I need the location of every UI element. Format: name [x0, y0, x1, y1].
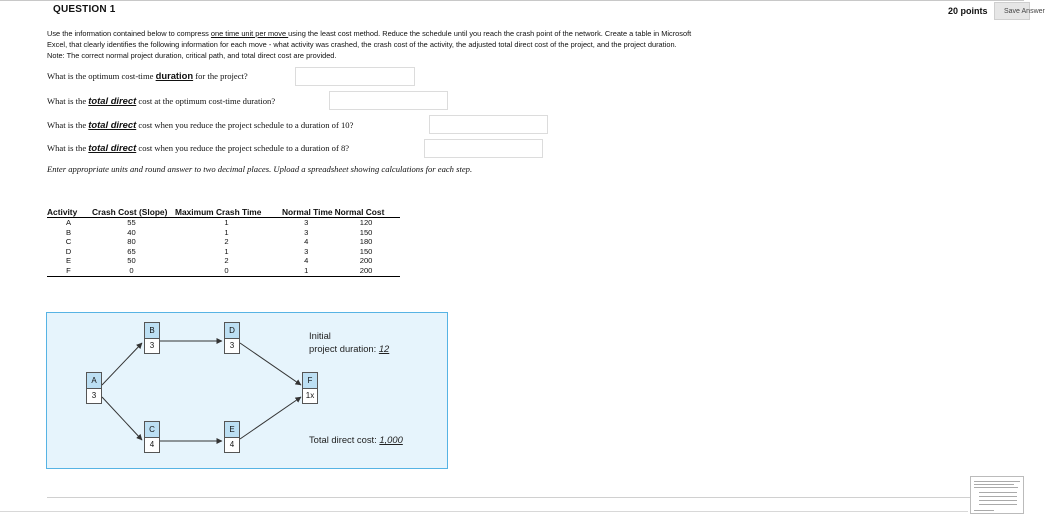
cell-normal-cost: 150	[359, 227, 373, 237]
cell-normal-cost: 180	[359, 237, 373, 247]
node-d-label: D	[225, 323, 239, 339]
bottom-divider	[0, 511, 968, 512]
table-row	[47, 218, 400, 228]
activity-node-a	[86, 372, 102, 404]
project-duration-value: 12	[378, 343, 390, 354]
question-2-pre: What is the	[47, 96, 89, 106]
cell-activity: F	[47, 266, 90, 276]
cell-normal-time: 4	[304, 256, 309, 266]
activity-node-c	[144, 421, 160, 453]
table-header-row	[47, 206, 400, 218]
cell-normal-time: 3	[304, 218, 309, 227]
node-e-duration: 4	[229, 440, 235, 449]
question-4-post: cost when you reduce the project schedule to a duration of 8?	[136, 143, 350, 153]
save-answer-button[interactable]: Save Answer	[994, 2, 1030, 20]
section-divider	[47, 497, 977, 498]
cell-normal-time: 1	[280, 266, 333, 276]
cell-normal-time: 4	[304, 237, 309, 247]
header-crash-cost: Crash Cost (Slope)	[90, 206, 173, 218]
cell-activity: B	[65, 227, 72, 237]
cell-activity: C	[65, 237, 72, 247]
cell-max-crash-time: 1	[224, 218, 229, 227]
question-3-emphasis: total direct	[88, 119, 137, 130]
question-3-pre: What is the	[47, 120, 89, 130]
activity-table	[47, 206, 400, 277]
header-max-crash-time: Maximum Crash Time	[173, 206, 280, 218]
cell-activity: E	[65, 256, 72, 266]
total-direct-cost-value: 1,000	[379, 434, 403, 445]
cell-normal-time: 3	[304, 246, 309, 256]
intro-line-1-end: using the least cost method. Reduce the schedule until you reach the crash point of the network. Create a table in Microsoft	[288, 29, 692, 38]
top-divider	[0, 0, 1024, 1]
initial-label: Initial	[309, 330, 331, 341]
instructions: Enter appropriate units and round answer to two decimal places. Upload a spreadsheet showing calculations for each step.	[47, 164, 473, 174]
node-c-label: C	[145, 422, 159, 438]
question-2-emphasis: total direct	[88, 95, 137, 106]
arrow-a-b	[102, 343, 142, 385]
total-direct-cost-caption: Total direct cost:	[309, 434, 380, 445]
table-row	[47, 256, 400, 266]
node-e-label: E	[225, 422, 239, 438]
arrow-d-f	[240, 343, 301, 385]
node-b-duration: 3	[149, 341, 155, 350]
question-1-post: for the project?	[193, 71, 248, 81]
node-f-label: F	[303, 373, 317, 389]
answer-field-1[interactable]	[295, 67, 415, 86]
question-3	[47, 119, 353, 130]
cell-max-crash-time: 1	[224, 227, 229, 237]
cell-crash-cost: 55	[127, 218, 136, 227]
cell-max-crash-time: 2	[224, 237, 229, 247]
arrow-a-c	[102, 397, 142, 440]
cell-max-crash-time: 1	[224, 246, 229, 256]
cell-crash-cost: 65	[127, 246, 136, 256]
cell-crash-cost: 40	[127, 227, 136, 237]
cell-activity: D	[65, 246, 72, 256]
table-row	[47, 266, 400, 276]
cell-crash-cost: 50	[127, 256, 136, 266]
cell-max-crash-time: 2	[224, 256, 229, 266]
node-a-label: A	[87, 373, 101, 389]
table-row	[47, 237, 400, 247]
activity-node-e	[224, 421, 240, 453]
cell-activity: A	[65, 218, 72, 227]
question-title: QUESTION 1	[53, 4, 116, 15]
node-a-duration: 3	[91, 391, 97, 400]
question-2	[47, 95, 275, 106]
project-duration-caption: project duration:	[309, 343, 379, 354]
question-4-emphasis: total direct	[88, 142, 137, 153]
question-1-pre: What is the optimum cost-time	[47, 71, 156, 81]
cell-normal-cost: 200	[359, 256, 373, 266]
cell-normal-cost: 150	[359, 246, 373, 256]
node-c-duration: 4	[149, 440, 155, 449]
cell-crash-cost: 80	[127, 237, 136, 247]
network-arrows	[47, 313, 449, 470]
intro-line-2: Excel, that clearly identifies the following information for each move - what activity was crashed, the crash cost of the activity, the adjusted total direct cost of the project, and the project duration.	[47, 40, 677, 49]
node-b-label: B	[145, 323, 159, 339]
table-row	[47, 247, 400, 257]
intro-line-3: Note: The correct normal project duration, critical path, and total direct cost are provided.	[47, 51, 337, 60]
activity-node-b	[144, 322, 160, 354]
question-intro	[47, 28, 847, 61]
question-3-post: cost when you reduce the project schedule to a duration of 10?	[136, 120, 354, 130]
intro-line-1-start: Use the information contained below to compress	[47, 29, 211, 38]
activity-node-d	[224, 322, 240, 354]
question-1-emphasis: duration	[155, 70, 194, 81]
intro-line-1	[47, 28, 847, 39]
answer-field-2[interactable]	[329, 91, 448, 110]
question-1	[47, 70, 248, 81]
project-duration-label	[309, 343, 389, 354]
page-thumbnail[interactable]	[970, 476, 1024, 514]
activity-node-f	[302, 372, 318, 404]
cell-normal-cost: 200	[333, 266, 400, 276]
cell-crash-cost: 0	[90, 266, 173, 276]
project-network-diagram	[46, 312, 448, 469]
cell-max-crash-time: 0	[173, 266, 280, 276]
answer-field-3[interactable]	[429, 115, 548, 134]
cell-normal-cost: 120	[359, 218, 373, 227]
arrow-e-f	[240, 397, 301, 439]
node-f-duration: 1x	[305, 391, 315, 400]
answer-field-4[interactable]	[424, 139, 543, 158]
header-normal-time: Normal Time	[282, 206, 333, 217]
node-d-duration: 3	[229, 341, 235, 350]
cell-normal-time: 3	[304, 227, 309, 237]
question-2-post: cost at the optimum cost-time duration?	[136, 96, 276, 106]
header-normal-cost: Normal Cost	[333, 206, 400, 218]
question-4	[47, 142, 349, 153]
one-time-unit-link: one time unit per move	[210, 29, 289, 38]
header-activity: Activity	[47, 206, 90, 218]
points-label: 20 points	[948, 6, 988, 16]
question-4-pre: What is the	[47, 143, 89, 153]
total-direct-cost-label	[309, 434, 403, 445]
table-row	[47, 228, 400, 238]
